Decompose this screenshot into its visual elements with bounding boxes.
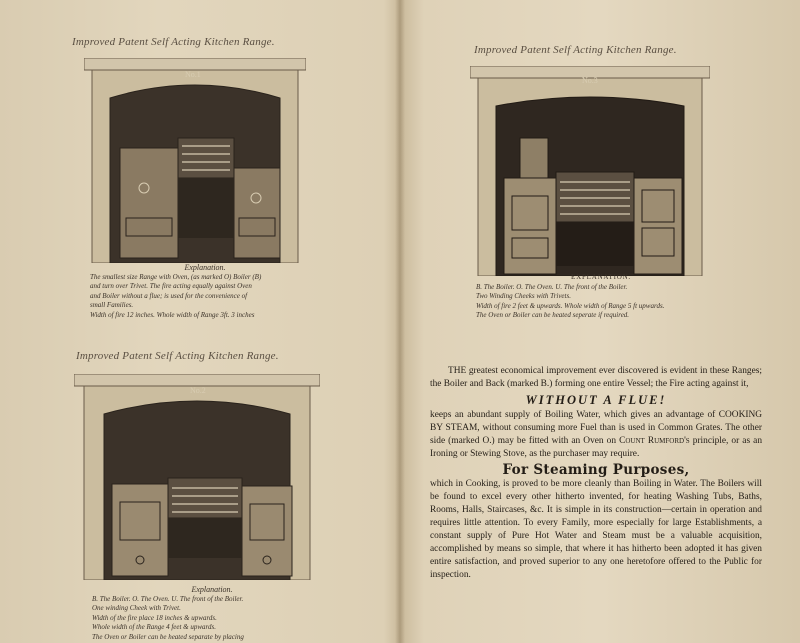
- body-paragraph-1: [430, 409, 762, 461]
- panel3-expl-line: Two Winding Cheeks with Trivets.: [476, 292, 571, 300]
- panel2-title: Improved Patent Self Acting Kitchen Range.: [76, 350, 279, 362]
- range-illustration-3: [470, 66, 710, 276]
- flue-heading: WITHOUT A FLUE!: [525, 393, 667, 407]
- panel2-expl-line: The Oven or Boiler can be heated separate by placing: [92, 632, 244, 641]
- panel3-expl-line: B. The Boiler. O. The Oven. U. The front of the Boiler.: [476, 282, 628, 291]
- steaming-heading: For Steaming Purposes,: [502, 462, 690, 478]
- panel3-explanation: [476, 273, 726, 321]
- center-fold: [395, 0, 405, 643]
- panel1-expl-line: Width of fire 12 inches. Whole width of Range 3ft. 3 inches: [90, 310, 255, 319]
- panel1-expl-line: small Families.: [90, 301, 134, 309]
- panel2-expl-heading: Explanation.: [191, 585, 233, 594]
- panel2-expl-line: Width of the fire place 18 inches & upwards.: [92, 613, 217, 622]
- rumford-name: Count Rumford's: [619, 436, 690, 446]
- body1-end: principle, or as an Ironing or Stewing Stove, as the purchaser may require.: [430, 436, 763, 459]
- panel1-title: Improved Patent Self Acting Kitchen Range.: [72, 36, 275, 48]
- panel2-number: No.2: [190, 386, 206, 395]
- panel1-expl-line: and turn over Trivet. The fire acting equally against Oven: [90, 282, 252, 290]
- advertisement-text: [430, 365, 762, 582]
- panel3-title: Improved Patent Self Acting Kitchen Range.: [474, 44, 677, 56]
- panel3-number: No.3: [582, 76, 598, 85]
- panel3-expl-heading: EXPLANATION.: [571, 273, 631, 281]
- panel3-expl-line: Width of fire 2 feet & upwards. Whole width of Range 5 ft upwards.: [476, 301, 665, 310]
- panel2-expl-line: One winding Cheek with Trivet.: [92, 604, 181, 612]
- panel3-expl-line: The Oven or Boiler can be heated seperate if required.: [476, 311, 630, 319]
- panel1-expl-line: and Boiler without a flue; is used for the convenience of: [90, 291, 248, 300]
- panel2-expl-line: Whole width of the Range 4 feet & upwards.: [92, 623, 216, 631]
- panel2-explanation: [92, 585, 332, 642]
- intro-paragraph: THE greatest economical improvement ever discovered is evident in these Ranges; the Boiler and Back (marked B.) forming one entire Vessel; the Fire acting against it,: [430, 366, 762, 389]
- panel2-expl-line: B. The Boiler. O. The Oven. U. The front of the Boiler.: [92, 594, 244, 603]
- range-illustration-2: [74, 374, 320, 580]
- panel1-expl-heading: Explanation.: [184, 263, 226, 272]
- body-paragraph-2: which in Cooking, is proved to be more cleanly than Boiling in Water. The Boilers will be found to excel every other hitherto invented, for heating Washing Tubs, Baths, Rooms, Halls, Staircases, &c. It is simple in its construction—certain in operation and requires little attention. To every Family, more especially for large Establishments, a constant supply of Pure Hot Water and Steam must be a valuable acquisition, accomplished by means so simple, that where it has hitherto been adopted it has given entire satisfaction, and proved superior to any one heretofore offered to the Public for inspection.: [430, 479, 762, 580]
- panel1-expl-line: The smallest size Range with Oven, (as marked O) Boiler (B): [90, 272, 262, 281]
- panel1-number: No.1: [185, 70, 201, 79]
- body1-start: keeps an abundant supply of Boiling Water, which gives an advantage of COOKING BY STEAM, without consuming more Fuel than is used in Common Grates. The other side (marked O.) may be fitted with an Oven on: [430, 410, 762, 446]
- range-illustration-1: [84, 58, 306, 263]
- panel1-explanation: [90, 263, 320, 320]
